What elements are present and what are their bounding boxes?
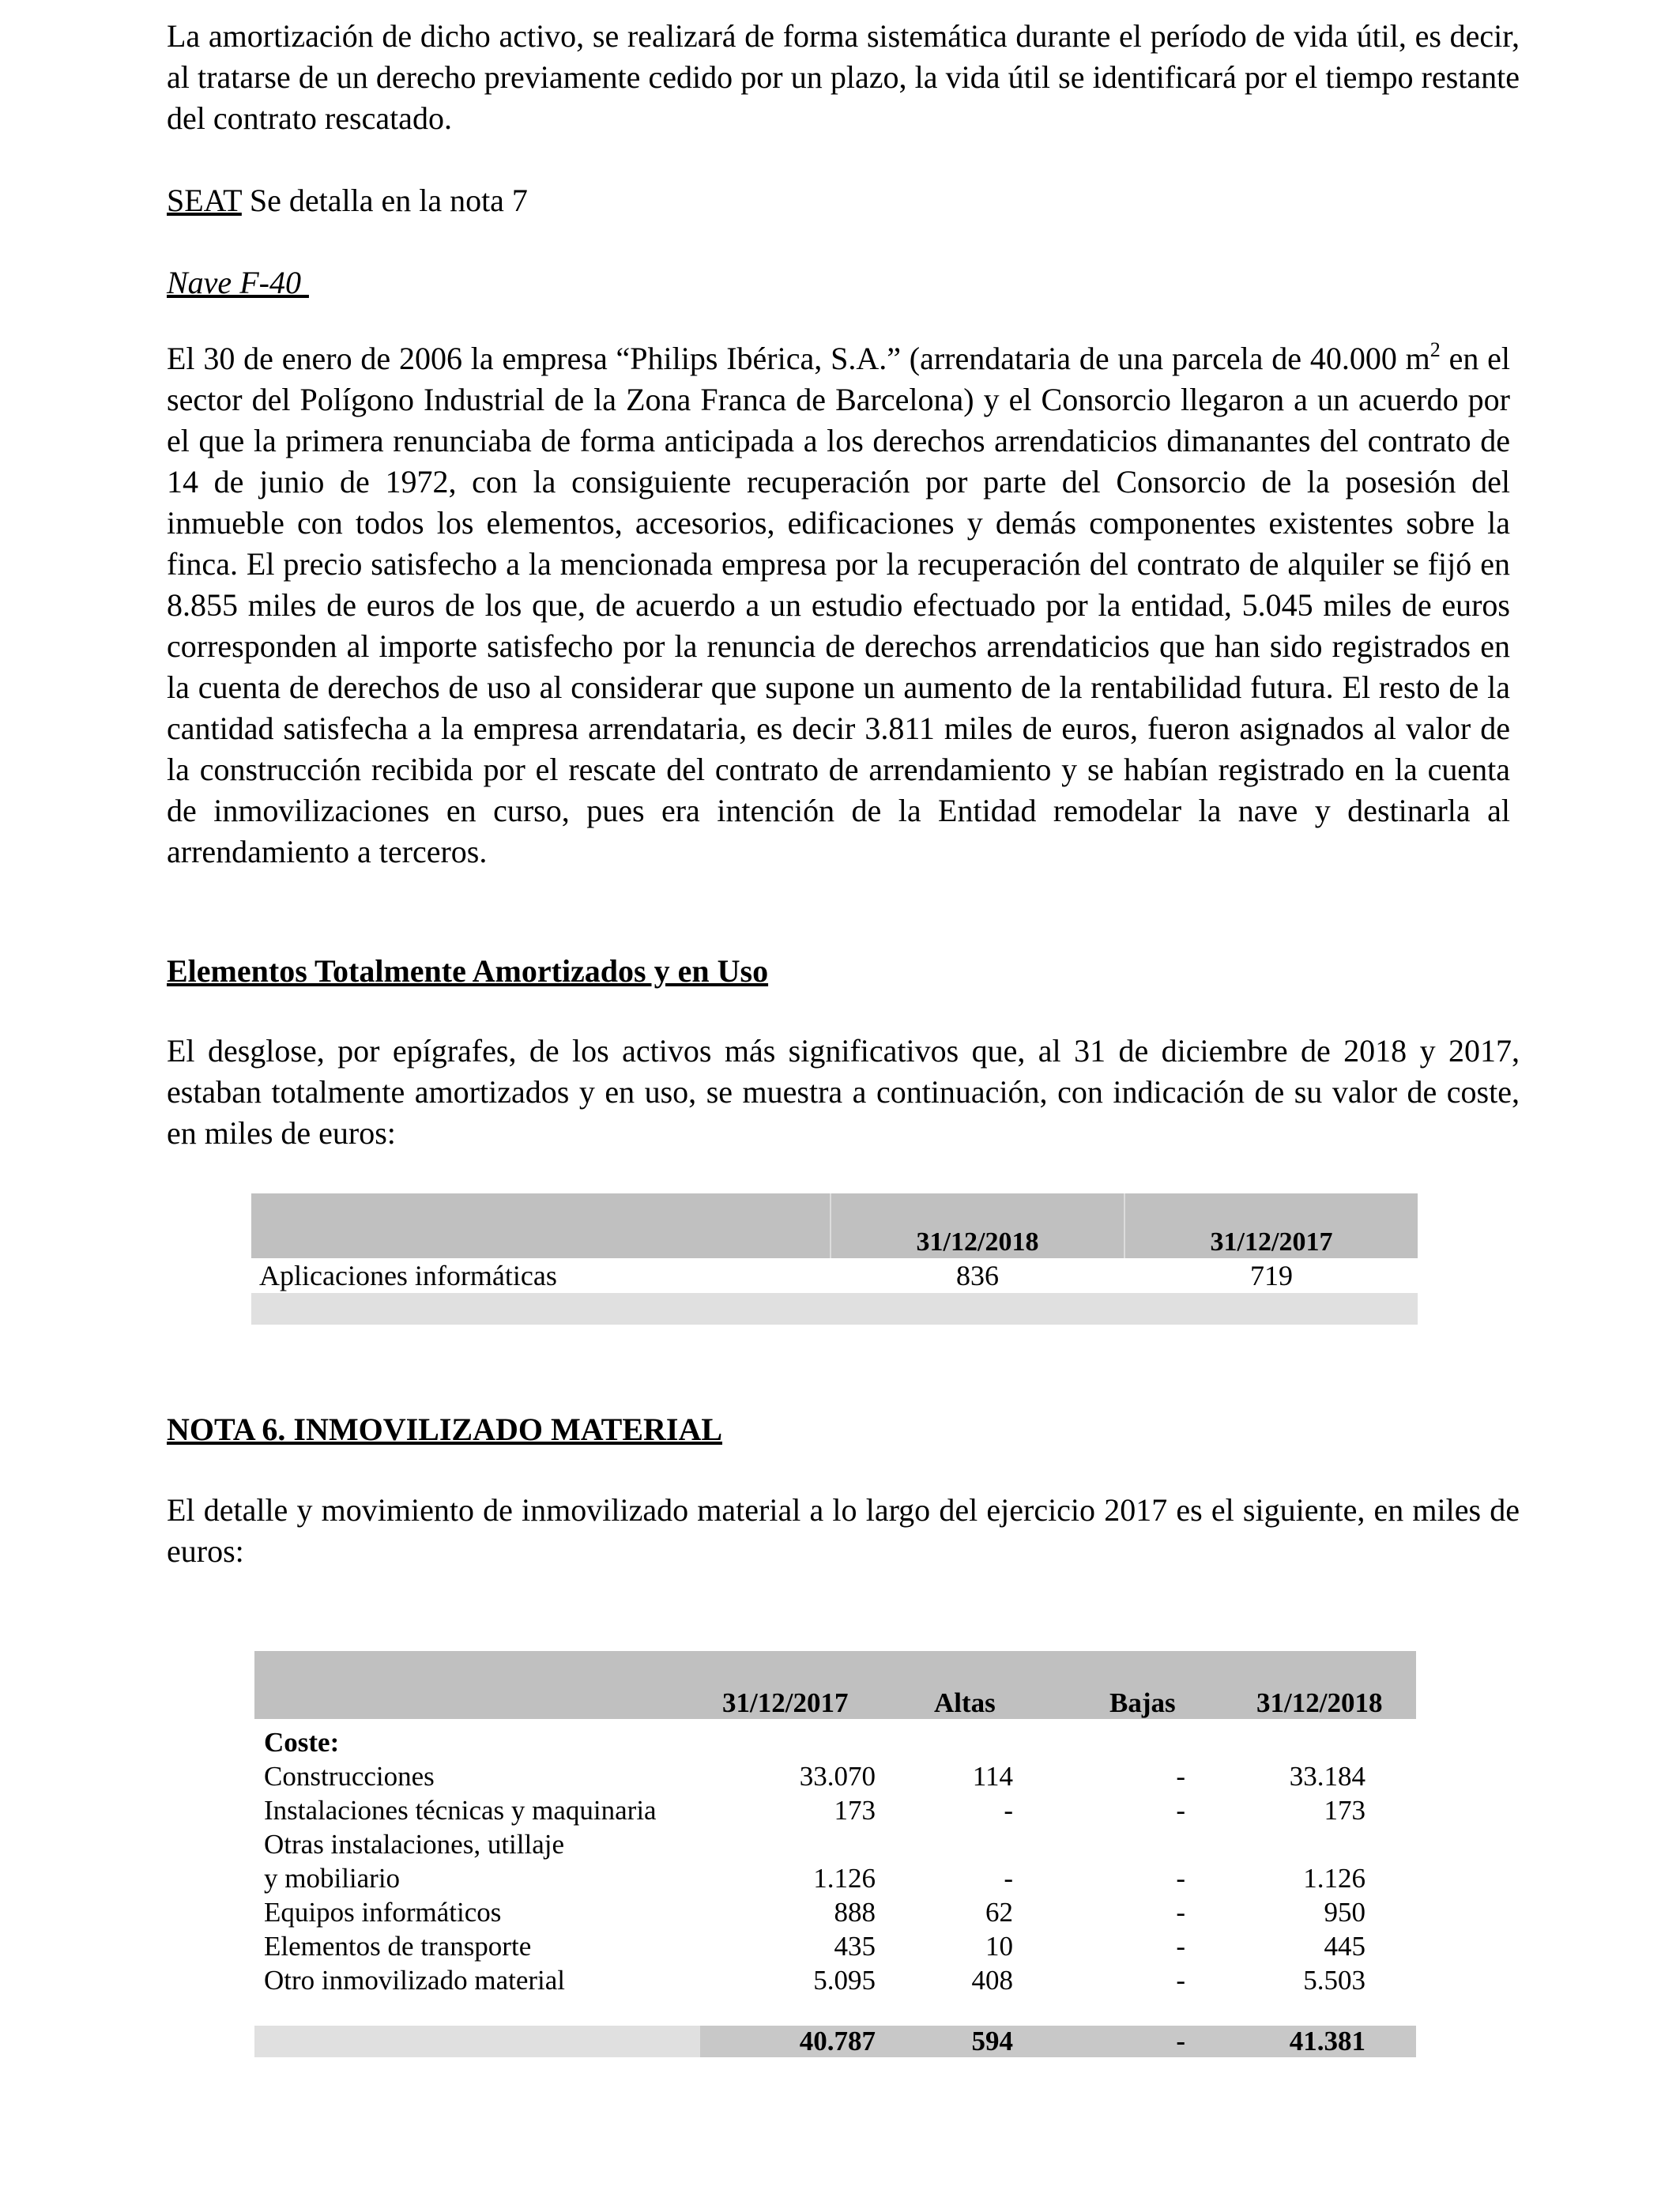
row-label: Instalaciones técnicas y maquinaria (264, 1795, 657, 1826)
cell-altas: 62 (985, 1897, 1013, 1928)
fully-amortized-table (251, 1193, 1418, 1325)
seat-label: SEAT (167, 183, 242, 218)
cell-31-12-2017: 1.126 (813, 1863, 876, 1894)
cell-altas: 10 (985, 1931, 1013, 1962)
table-row (251, 1258, 1418, 1293)
table-header (254, 1651, 1416, 1719)
nave-heading: Nave F-40 (167, 265, 309, 300)
section-label-coste: Coste: (264, 1727, 340, 1758)
cell-altas: - (1004, 1863, 1013, 1894)
seat-text: Se detalla en la nota 7 (241, 183, 528, 218)
column-header-31-12-2017: 31/12/2017 (722, 1687, 849, 1718)
section-label-row (254, 1725, 1416, 1759)
cell-bajas: - (1176, 1795, 1185, 1826)
table-row (254, 1759, 1416, 1793)
column-header-2017: 31/12/2017 (1210, 1227, 1333, 1257)
cell-31-12-2018: 950 (1324, 1897, 1365, 1928)
table-row (254, 1793, 1416, 1827)
table-body (254, 1719, 1416, 1997)
total-bajas: - (1176, 2026, 1185, 2056)
table-row (254, 1963, 1416, 1997)
total-row (254, 2026, 1416, 2057)
column-header-2018: 31/12/2018 (916, 1227, 1039, 1257)
table-footer-band (251, 1293, 1418, 1325)
table-row (254, 1895, 1416, 1929)
cell-31-12-2018: 5.503 (1303, 1965, 1365, 1996)
cell-31-12-2017: 173 (834, 1795, 876, 1826)
column-header-bajas: Bajas (1109, 1687, 1176, 1718)
philips-text-1: El 30 de enero de 2006 la empresa “Philips Ibérica, S.A.” (arrendataria de una parcela de 40.000 m (167, 341, 1430, 376)
column-header-31-12-2018: 31/12/2018 (1256, 1687, 1383, 1718)
cell-31-12-2018: 33.184 (1289, 1761, 1365, 1792)
row-label: Otras instalaciones, utillaje (264, 1829, 565, 1860)
cell-31-12-2018: 1.126 (1303, 1863, 1365, 1894)
table-row (254, 1929, 1416, 1963)
row-label: Equipos informáticos (264, 1897, 502, 1928)
cell-31-12-2017: 33.070 (799, 1761, 876, 1792)
paragraph-amortizacion: La amortización de dicho activo, se realizará de forma sistemática durante el período de vida útil, es decir, al tratarse de un derecho previamente cedido por un plazo, la vida útil se identificará por el tiempo restante del contrato rescatado. (167, 18, 1520, 136)
total-altas: 594 (971, 2026, 1013, 2056)
paragraph-detalle: El detalle y movimiento de inmovilizado material a lo largo del ejercicio 2017 es el siguiente, en miles de euros: (167, 1492, 1520, 1569)
row-label: Construcciones (264, 1761, 435, 1792)
cell-bajas: - (1176, 1931, 1185, 1962)
total-31-12-2017: 40.787 (799, 2026, 876, 2056)
cell-bajas: - (1176, 1761, 1185, 1792)
elementos-heading: Elementos Totalmente Amortizados y en Uso (167, 953, 769, 989)
cell-altas: - (1004, 1795, 1013, 1826)
row-label: y mobiliario (264, 1863, 401, 1894)
row-label: Elementos de transporte (264, 1931, 532, 1962)
row-label: Aplicaciones informáticas (259, 1260, 557, 1291)
cell-altas: 114 (972, 1761, 1013, 1792)
cell-bajas: - (1176, 1965, 1185, 1996)
philips-superscript: 2 (1430, 337, 1441, 361)
column-header-altas: Altas (934, 1687, 996, 1718)
cell-31-12-2017: 5.095 (813, 1965, 876, 1996)
nota6-heading: NOTA 6. INMOVILIZADO MATERIAL (167, 1412, 723, 1447)
table-row (254, 1827, 1416, 1861)
total-label-shade (254, 2026, 700, 2057)
cell-2017: 719 (1250, 1260, 1293, 1291)
cell-31-12-2018: 173 (1324, 1795, 1365, 1826)
table-header (251, 1193, 1418, 1258)
cell-2018: 836 (956, 1260, 999, 1291)
cell-altas: 408 (971, 1965, 1013, 1996)
paragraph-seat (167, 180, 1520, 221)
inmovilizado-material-table (254, 1651, 1416, 2057)
cell-31-12-2017: 435 (834, 1931, 876, 1962)
cell-31-12-2017: 888 (834, 1897, 876, 1928)
table-row (254, 1861, 1416, 1895)
cell-bajas: - (1176, 1863, 1185, 1894)
paragraph-desglose: El desglose, por epígrafes, de los activos más significativos que, al 31 de diciembre de 2018 y 2017, estaban totalmente amortizados y en uso, se muestra a continuación, con indicación de su valor de coste, en miles de euros: (167, 1033, 1520, 1151)
total-31-12-2018: 41.381 (1289, 2026, 1365, 2056)
cell-bajas: - (1176, 1897, 1185, 1928)
row-label: Otro inmovilizado material (264, 1965, 566, 1996)
cell-31-12-2018: 445 (1324, 1931, 1365, 1962)
paragraph-philips (167, 338, 1510, 873)
philips-text-2: en el sector del Polígono Industrial de la Zona Franca de Barcelona) y el Consorcio llegaron a un acuerdo por el que la primera renunciaba de forma anticipada a los derechos arrendaticios dimanantes del contrato de 14 de junio de 1972, con la consiguiente recuperación por parte del Consorcio de la posesión del inmueble con todos los elementos, accesorios, edificaciones y demás componentes existentes sobre la finca. El precio satisfecho a la mencionada empresa por la recuperación del contrato de alquiler se fijó en 8.855 miles de euros de los que, de acuerdo a un estudio efectuado por la entidad, 5.045 miles de euros corresponden al importe satisfecho por la renuncia de derechos arrendaticios que han sido registrados en la cuenta de derechos de uso al considerar que supone un aumento de la rentabilidad futura. El resto de la cantidad satisfecha a la empresa arrendataria, es decir 3.811 miles de euros, fueron asignados al valor de la construcción recibida por el rescate del contrato de arrendamiento y se habían registrado en la cuenta de inmovilizaciones en curso, pues era intención de la Entidad remodelar la nave y destinarla al arrendamiento a terceros. (167, 341, 1510, 869)
